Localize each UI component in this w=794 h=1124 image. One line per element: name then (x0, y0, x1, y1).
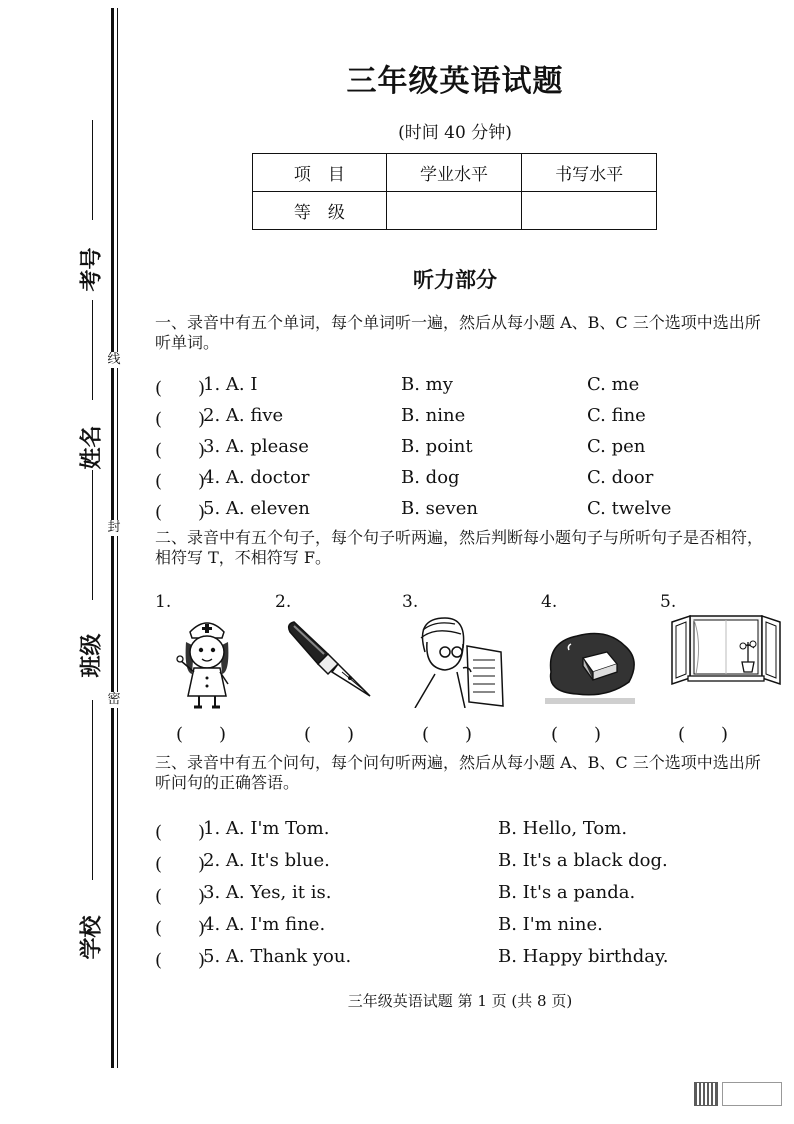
field-label-kaohao: 考号 (78, 247, 105, 292)
option-c: C. me (587, 374, 640, 395)
part3-question (155, 818, 755, 842)
option-b: B. dog (401, 467, 460, 488)
grade-writing-cell[interactable] (522, 192, 657, 230)
listening-heading: 听力部分 (413, 267, 497, 292)
window-picture (668, 612, 784, 692)
option-a: 5. A. Thank you. (203, 946, 352, 967)
binding-line-thin (117, 8, 118, 1068)
scanner-watermark (694, 1082, 784, 1108)
part1-question (155, 498, 755, 522)
grade-table (252, 153, 657, 230)
answer-blank[interactable]: ( ) (155, 886, 206, 907)
answer-blank[interactable]: ( ) (155, 378, 206, 399)
option-b: B. Happy birthday. (498, 946, 669, 967)
nurse-picture (172, 612, 242, 710)
man-reading-picture (405, 612, 509, 708)
answer-blank[interactable]: ( ) (155, 918, 206, 939)
picture-answer-blank[interactable]: ( ) (176, 724, 227, 745)
option-a: 3. A. please (203, 436, 309, 457)
option-a: 4. A. doctor (203, 467, 310, 488)
option-a: 2. A. five (203, 405, 284, 426)
answer-blank[interactable]: ( ) (155, 409, 206, 430)
field-line-banji (92, 470, 93, 600)
part2-instruction: 二、录音中有五个句子，每个句子听两遍，然后判断每小题句子与所听句子是否相符，相符写 T，不相符写 F。 (155, 528, 764, 567)
pen-picture (282, 612, 378, 702)
part1-question (155, 467, 755, 491)
part1-question (155, 436, 755, 460)
part3-question (155, 882, 755, 906)
option-c: C. pen (587, 436, 646, 457)
option-a: 2. A. It's blue. (203, 850, 330, 871)
field-label-banji: 班级 (78, 633, 105, 678)
grade-row-label: 等 级 (253, 192, 387, 230)
option-c: C. door (587, 467, 654, 488)
binding-mark-close: 密 (107, 692, 121, 707)
picture-number: 4. (541, 592, 558, 612)
answer-blank[interactable]: ( ) (155, 502, 206, 523)
exam-duration: (时间 40 分钟) (398, 123, 512, 143)
option-b: B. my (401, 374, 453, 395)
picture-number: 5. (660, 592, 677, 612)
option-b: B. Hello, Tom. (498, 818, 628, 839)
option-a: 5. A. eleven (203, 498, 310, 519)
option-c: C. fine (587, 405, 646, 426)
grade-header-writing: 书写水平 (522, 154, 657, 192)
answer-blank[interactable]: ( ) (155, 854, 206, 875)
picture-answer-blank[interactable]: ( ) (678, 724, 729, 745)
picture-answer-blank[interactable]: ( ) (551, 724, 602, 745)
option-b: B. seven (401, 498, 478, 519)
field-label-xingming: 姓名 (78, 425, 105, 470)
binding-mark-seal: 封 (107, 520, 121, 535)
option-b: B. It's a panda. (498, 882, 636, 903)
grade-header-academic: 学业水平 (386, 154, 522, 192)
scanner-logo (722, 1082, 782, 1106)
grade-academic-cell[interactable] (386, 192, 522, 230)
answer-blank[interactable]: ( ) (155, 440, 206, 461)
part3-question (155, 850, 755, 874)
part3-instruction: 三、录音中有五个问句，每个问句听两遍，然后从每小题 A、B、C 三个选项中选出所听问句的正确答语。 (155, 753, 761, 792)
picture-answer-blank[interactable]: ( ) (304, 724, 355, 745)
picture-number: 1. (155, 592, 172, 612)
binding-line (111, 8, 114, 1068)
field-label-xuexiao: 学校 (78, 915, 105, 960)
option-b: B. point (401, 436, 473, 457)
option-c: C. twelve (587, 498, 672, 519)
answer-blank[interactable]: ( ) (155, 950, 206, 971)
exam-title: 三年级英语试题 (346, 64, 564, 99)
option-b: B. I'm nine. (498, 914, 603, 935)
field-line-kaohao (92, 120, 93, 220)
picture-number: 3. (402, 592, 419, 612)
part1-question (155, 405, 755, 429)
picture-answer-blank[interactable]: ( ) (422, 724, 473, 745)
answer-blank[interactable]: ( ) (155, 471, 206, 492)
option-a: 1. A. I (203, 374, 258, 395)
part1-instruction: 一、录音中有五个单词，每个单词听一遍，然后从每小题 A、B、C 三个选项中选出所听单词。 (155, 313, 761, 352)
page-footer: 三年级英语试题 第 1 页 (共 8 页) (347, 992, 573, 1010)
dog-bed-box-picture (537, 612, 643, 712)
picture-number: 2. (275, 592, 292, 612)
option-a: 4. A. I'm fine. (203, 914, 326, 935)
option-a: 3. A. Yes, it is. (203, 882, 332, 903)
answer-blank[interactable]: ( ) (155, 822, 206, 843)
field-line-xingming (92, 300, 93, 400)
part3-question (155, 946, 755, 970)
part1-question (155, 374, 755, 398)
option-a: 1. A. I'm Tom. (203, 818, 330, 839)
grade-header-item: 项 目 (253, 154, 387, 192)
qr-code-icon (694, 1082, 718, 1106)
option-b: B. It's a black dog. (498, 850, 668, 871)
field-line-xuexiao (92, 700, 93, 880)
part3-question (155, 914, 755, 938)
option-b: B. nine (401, 405, 466, 426)
binding-mark-line: 线 (107, 352, 121, 367)
